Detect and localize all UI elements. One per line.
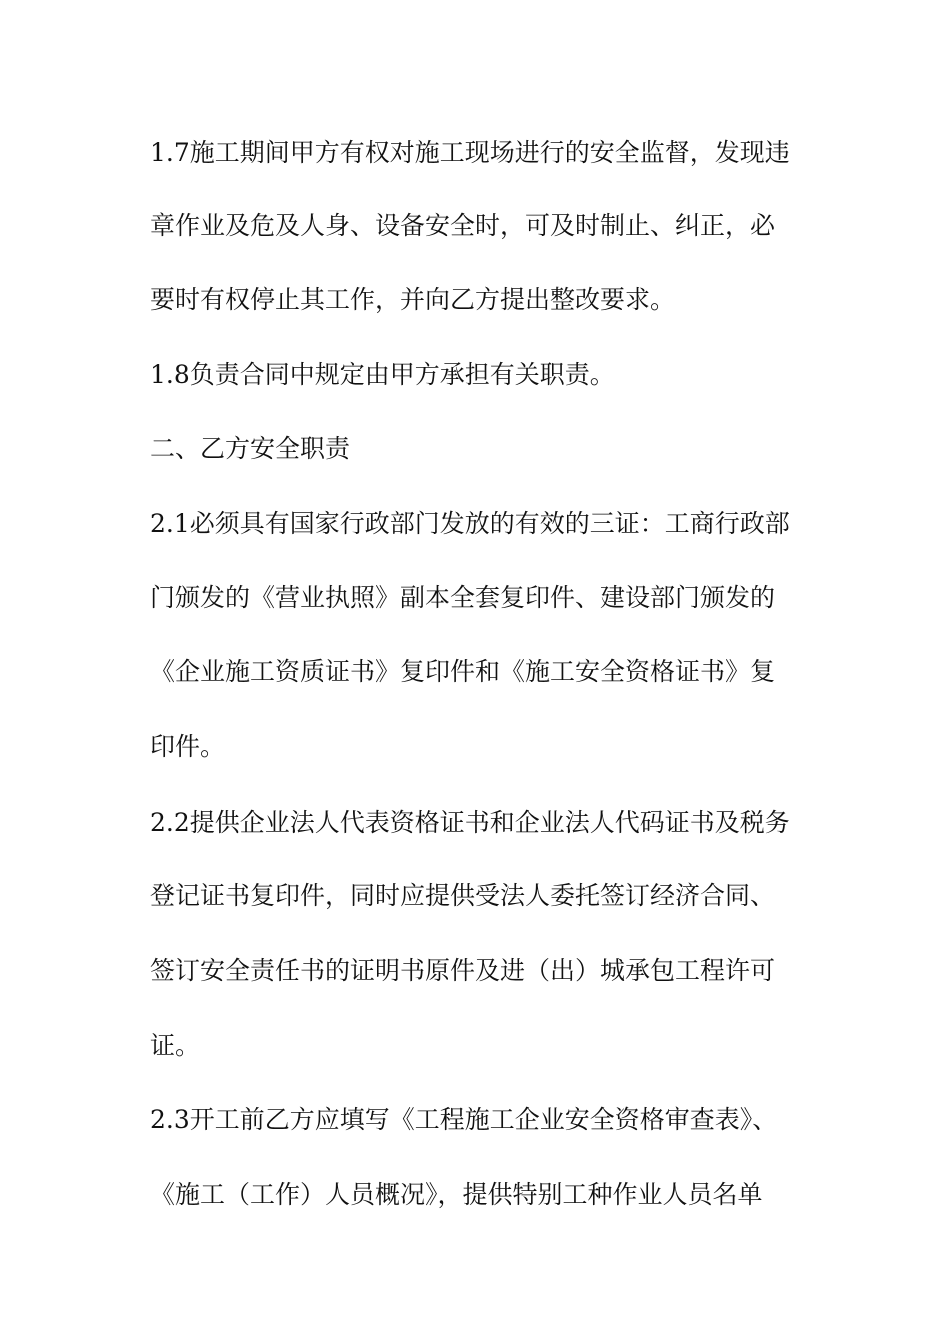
text-line: 1.8负责合同中规定由甲方承担有关职责。 [150,360,615,389]
text-line: 《企业施工资质证书》复印件和《施工安全资格证书》复 [150,657,776,686]
section-heading: 二、乙方安全职责 [150,434,351,463]
text-line: 章作业及危及人身、设备安全时，可及时制止、纠正，必 [150,211,776,240]
text-line: 登记证书复印件，同时应提供受法人委托签订经济合同、 [150,881,776,910]
text-line: 签订安全责任书的证明书原件及进（出）城承包工程许可 [150,956,776,985]
text-line: 2.1必须具有国家行政部门发放的有效的三证：工商行政部 [150,509,790,538]
text-line: 印件。 [150,732,226,761]
text-line: 2.3开工前乙方应填写《工程施工企业安全资格审查表》、 [150,1105,778,1134]
text-line: 1.7施工期间甲方有权对施工现场进行的安全监督，发现违 [150,138,790,167]
text-line: 《施工（工作）人员概况》，提供特别工种作业人员名单 [150,1180,763,1209]
text-line: 门颁发的《营业执照》副本全套复印件、建设部门颁发的 [150,583,776,612]
text-line: 证。 [150,1031,201,1060]
text-line: 2.2提供企业法人代表资格证书和企业法人代码证书及税务 [150,808,790,837]
text-line: 要时有权停止其工作，并向乙方提出整改要求。 [150,285,676,314]
